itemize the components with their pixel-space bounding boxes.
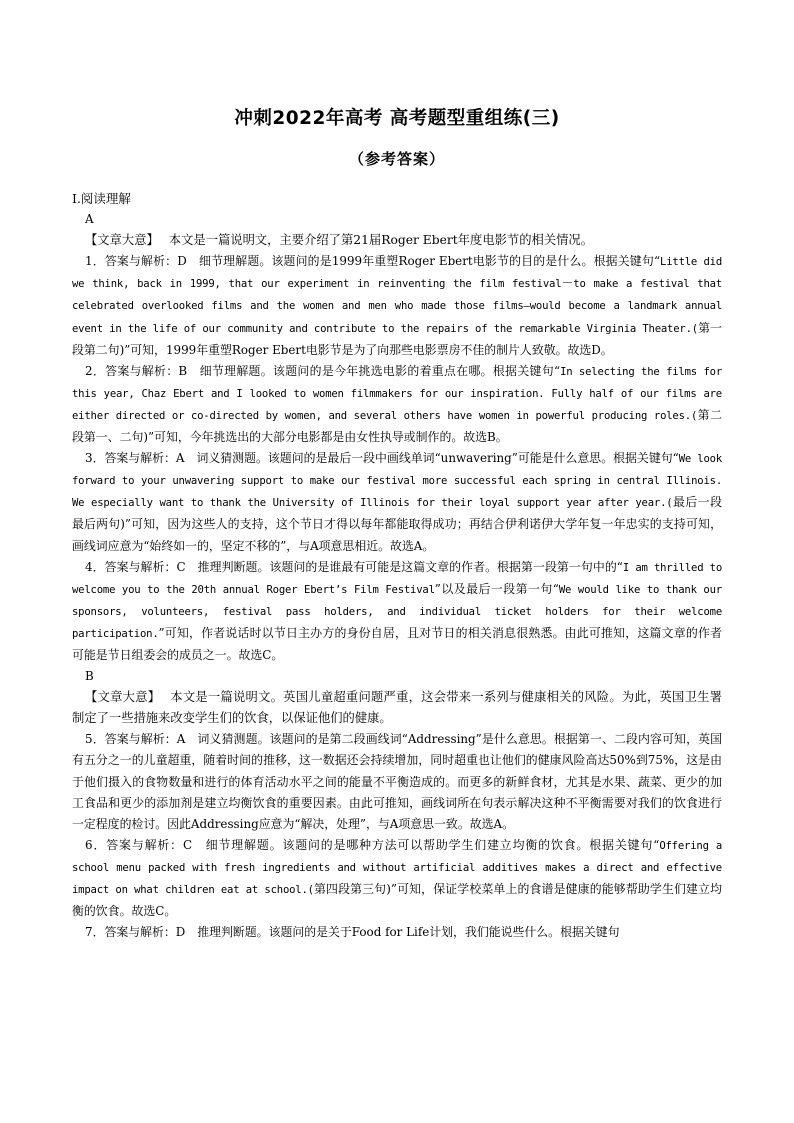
- answer-item: 3．答案与解析：A 词义猜测题。该题问的是最后一段中画线单词“unwavering”可能是什么意思。根据关键句“We look forward to your unwavering support to make our festival more successful each spring in central Illinois. We especially want to thank the University of Illinois for their loyal support year after year.(最后一段最后两句)”可知，因为这些人的支持，这个节日才得以每年都能取得成功；再结合伊利诺伊大学年复一年忠实的支持可知，画线词应意为“始终如一的，坚定不移的”，与A项意思相近。故选A。: [72, 451, 722, 553]
- passage-a-summary: [72, 230, 722, 251]
- english-quote: We look forward to your unwavering support to make our festival more successful each spring in central Illinois. We especially want to thank the University of Illinois for their loyal support year after year.(: [72, 453, 722, 510]
- document-subtitle: （参考答案）: [348, 150, 445, 168]
- answer-item: 4．答案与解析：C 推理判断题。该题问的是谁最有可能是这篇文章的作者。根据第一段第一句中的“I am thrilled to welcome you to the 20th annual Roger Ebert’s Film Festival”以及最后一段第一句“We would like to thank our sponsors, volunteers, festival pass holders, and individual ticket holders for their welcome participation.”可知，作者说话时以节日主办方的身份自居，且对节日的相关消息很熟悉。由此可推知，这篇文章的作者可能是节日组委会的成员之一。故选C。: [72, 559, 722, 662]
- summary-tag: 【文章大意】: [85, 690, 161, 705]
- answer-body: [72, 188, 722, 943]
- document-title: 冲刺2022年高考 高考题型重组练(三): [234, 108, 560, 129]
- english-quote: We would like to thank our sponsors, volunteers, festival pass holders, and individual ticket holders for their welcome participation.: [72, 583, 722, 640]
- passage-a-letter: A: [85, 212, 94, 227]
- summary-text: 本文是一篇说明文，主要介绍了第21届Roger Ebert年度电影节的相关情况。: [168, 233, 594, 248]
- english-quote: Little did we think, back in 1999, that our experiment in reinventing the film festival: [72, 256, 722, 291]
- english-quote: Offering a school menu packed with fresh ingredients and without artificial additives makes a direct and effective impact on what children eat at school.(: [72, 839, 723, 896]
- summary-tag: 【文章大意】: [85, 233, 159, 248]
- english-quote: In selecting the films for this year, Chaz Ebert and I looked to women filmmakers for our inspiration. Fully half of our films are either directed or co-directed by women, and several others have women in powerful producing roles.(: [72, 365, 722, 422]
- section-heading: Ⅰ.阅读理解: [72, 191, 131, 206]
- english-quote: to make a festival that celebrated overlooked films and the women and men who made those films—would become a landmark annual event in the life of our community and contribute to the repairs of the remarkable Virginia Theater.(: [72, 278, 723, 335]
- answer-item: 2．答案与解析：B 细节理解题。该题问的是今年挑选电影的着重点在哪。根据关键句“In selecting the films for this year, Chaz Ebert and I looked to women filmmakers for our inspiration. Fully half of our films are either directed or co-directed by women, and several others have women in powerful producing roles.(第二段第一、二句)”可知，今年挑选出的大部分电影都是由女性执导或制作的。故选B。: [72, 363, 722, 445]
- answer-item: 6．答案与解析：C 细节理解题。该题问的是哪种方法可以帮助学生们建立均衡的饮食。根据关键句“Offering a school menu packed with fresh ingredients and without artificial additives makes a direct and effective impact on what children eat at school.(第四段第三句)”可知，保证学校菜单上的食谱是健康的能够帮助学生们建立均衡的饮食。故选C。: [72, 837, 723, 919]
- english-quote: I am thrilled to welcome you to the 20th annual Roger Ebert’s Film Festival: [72, 561, 722, 596]
- answer-item: 1．答案与解析：D 细节理解题。该题问的是1999年重塑Roger Ebert电影节的目的是什么。根据关键句“Little did we think, back in 1999, that our experiment in reinventing the film festival－to make a festival that celebrated overlooked films and the women and men who made those films—would become a landmark annual event in the life of our community and contribute to the repairs of the remarkable Virginia Theater.(第一段第二句)”可知，1999年重塑Roger Ebert电影节是为了向那些电影票房不佳的制片人致敬。故选D。: [72, 254, 723, 357]
- answer-item: 7．答案与解析：D 推理判断题。该题问的是关于Food for Life计划，我们能说些什么。根据关键句: [85, 925, 620, 940]
- answer-item: 5．答案与解析：A 词义猜测题。该题问的是第二段画线词“Addressing”是什么意思。根据第一、二段内容可知，英国有五分之一的儿童超重，随着时间的推移，这一数据还会持续增加，同时超重也让他们的健康风险高达50%到75%，这是由于他们摄入的食物数量和进行的体育活动水平之间的能量不平衡造成的。而更多的新鲜食材，尤其是水果、蔬菜、更少的加工食品和更少的添加剂是建立均衡饮食的重要因素。由此可推知，画线词所在句表示解决这种不平衡需要对我们的饮食进行一定程度的检讨。因此Addressing应意为“解决，处理”，与A项意思一致。故选A。: [72, 732, 722, 831]
- passage-b-summary: [72, 687, 722, 729]
- summary-text: 本文是一篇说明文。英国儿童超重问题严重，这会带来一系列与健康相关的风险。为此，英国卫生署制定了一些措施来改变学生们的饮食，以保证他们的健康。: [72, 690, 722, 726]
- passage-b-letter: B: [85, 669, 94, 684]
